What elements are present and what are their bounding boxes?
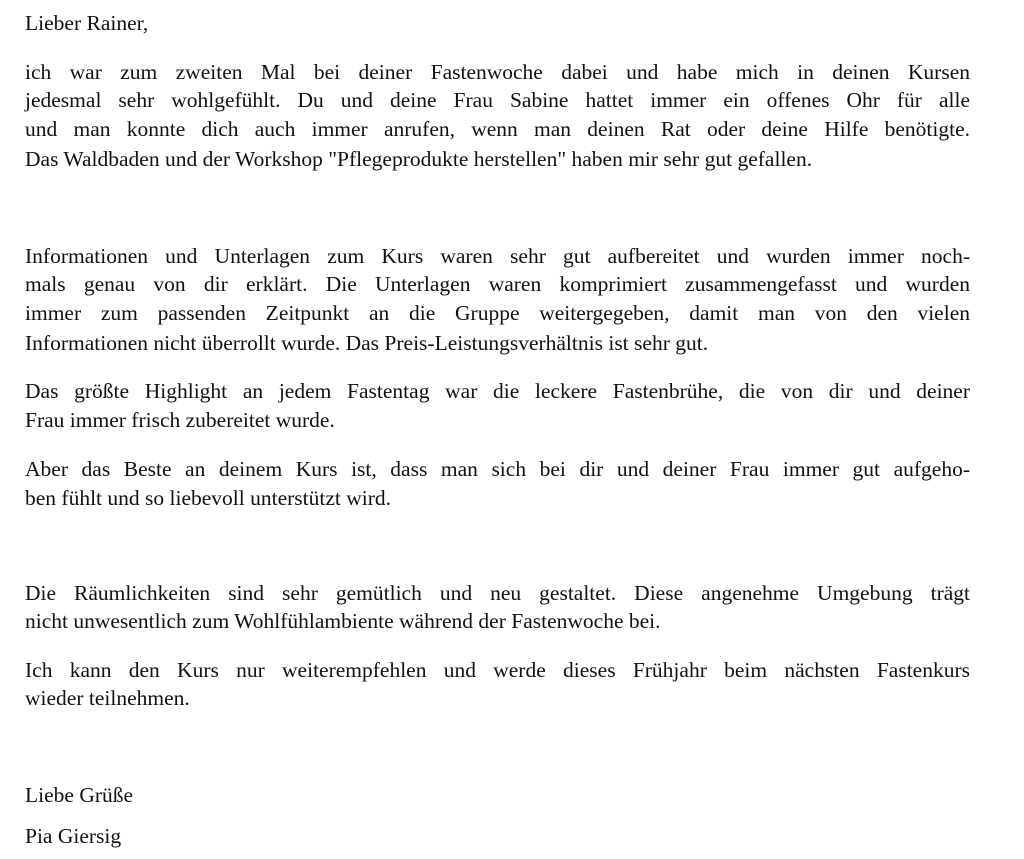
paragraph-2-line-4: Informationen nicht überrollt wurde. Das Preis-Leistungsverhältnis ist sehr gut. xyxy=(25,331,709,355)
paragraph-3-line-2: Frau immer frisch zubereitet wurde. xyxy=(25,408,335,432)
paragraph-1-line-2: jedesmal sehr wohlgefühlt. Du und deine Frau Sabine hattet immer ein offenes Ohr für alle xyxy=(25,88,970,112)
paragraph-6-line-2: wieder teilnehmen. xyxy=(25,686,190,710)
paragraph-1-line-3: und man konnte dich auch immer anrufen, wenn man deinen Rat oder deine Hilfe benötigte. xyxy=(25,117,970,141)
paragraph-2-line-1: Informationen und Unterlagen zum Kurs waren sehr gut aufbereitet und wurden immer noch- xyxy=(25,244,970,268)
paragraph-5-line-1: Die Räumlichkeiten sind sehr gemütlich und neu gestaltet. Diese angenehme Umgebung trägt xyxy=(25,581,970,605)
paragraph-4-line-1: Aber das Beste an deinem Kurs ist, dass man sich bei dir und deiner Frau immer gut aufgeho- xyxy=(25,457,970,481)
paragraph-3-line-1: Das größte Highlight an jedem Fastentag war die leckere Fastenbrühe, die von dir und deiner xyxy=(25,379,970,403)
paragraph-2-line-2: mals genau von dir erklärt. Die Unterlagen waren komprimiert zusammengefasst und wurden xyxy=(25,272,970,296)
paragraph-2-line-3: immer zum passenden Zeitpunkt an die Gruppe weitergegeben, damit man von den vielen xyxy=(25,301,970,325)
greeting: Lieber Rainer, xyxy=(25,11,149,35)
paragraph-1-line-1: ich war zum zweiten Mal bei deiner Fastenwoche dabei und habe mich in deinen Kursen xyxy=(25,60,970,84)
paragraph-4-line-2: ben fühlt und so liebevoll unterstützt wird. xyxy=(25,486,392,510)
closing: Liebe Grüße xyxy=(25,783,134,807)
signature: Pia Giersig xyxy=(25,824,122,848)
paragraph-6-line-1: Ich kann den Kurs nur weiterempfehlen und werde dieses Frühjahr beim nächsten Fastenkurs xyxy=(25,658,970,682)
paragraph-5-line-2: nicht unwesentlich zum Wohlfühlambiente während der Fastenwoche bei. xyxy=(25,609,661,633)
paragraph-1-line-4: Das Waldbaden und der Workshop "Pflegeprodukte herstellen" haben mir sehr gut gefallen. xyxy=(25,147,813,171)
